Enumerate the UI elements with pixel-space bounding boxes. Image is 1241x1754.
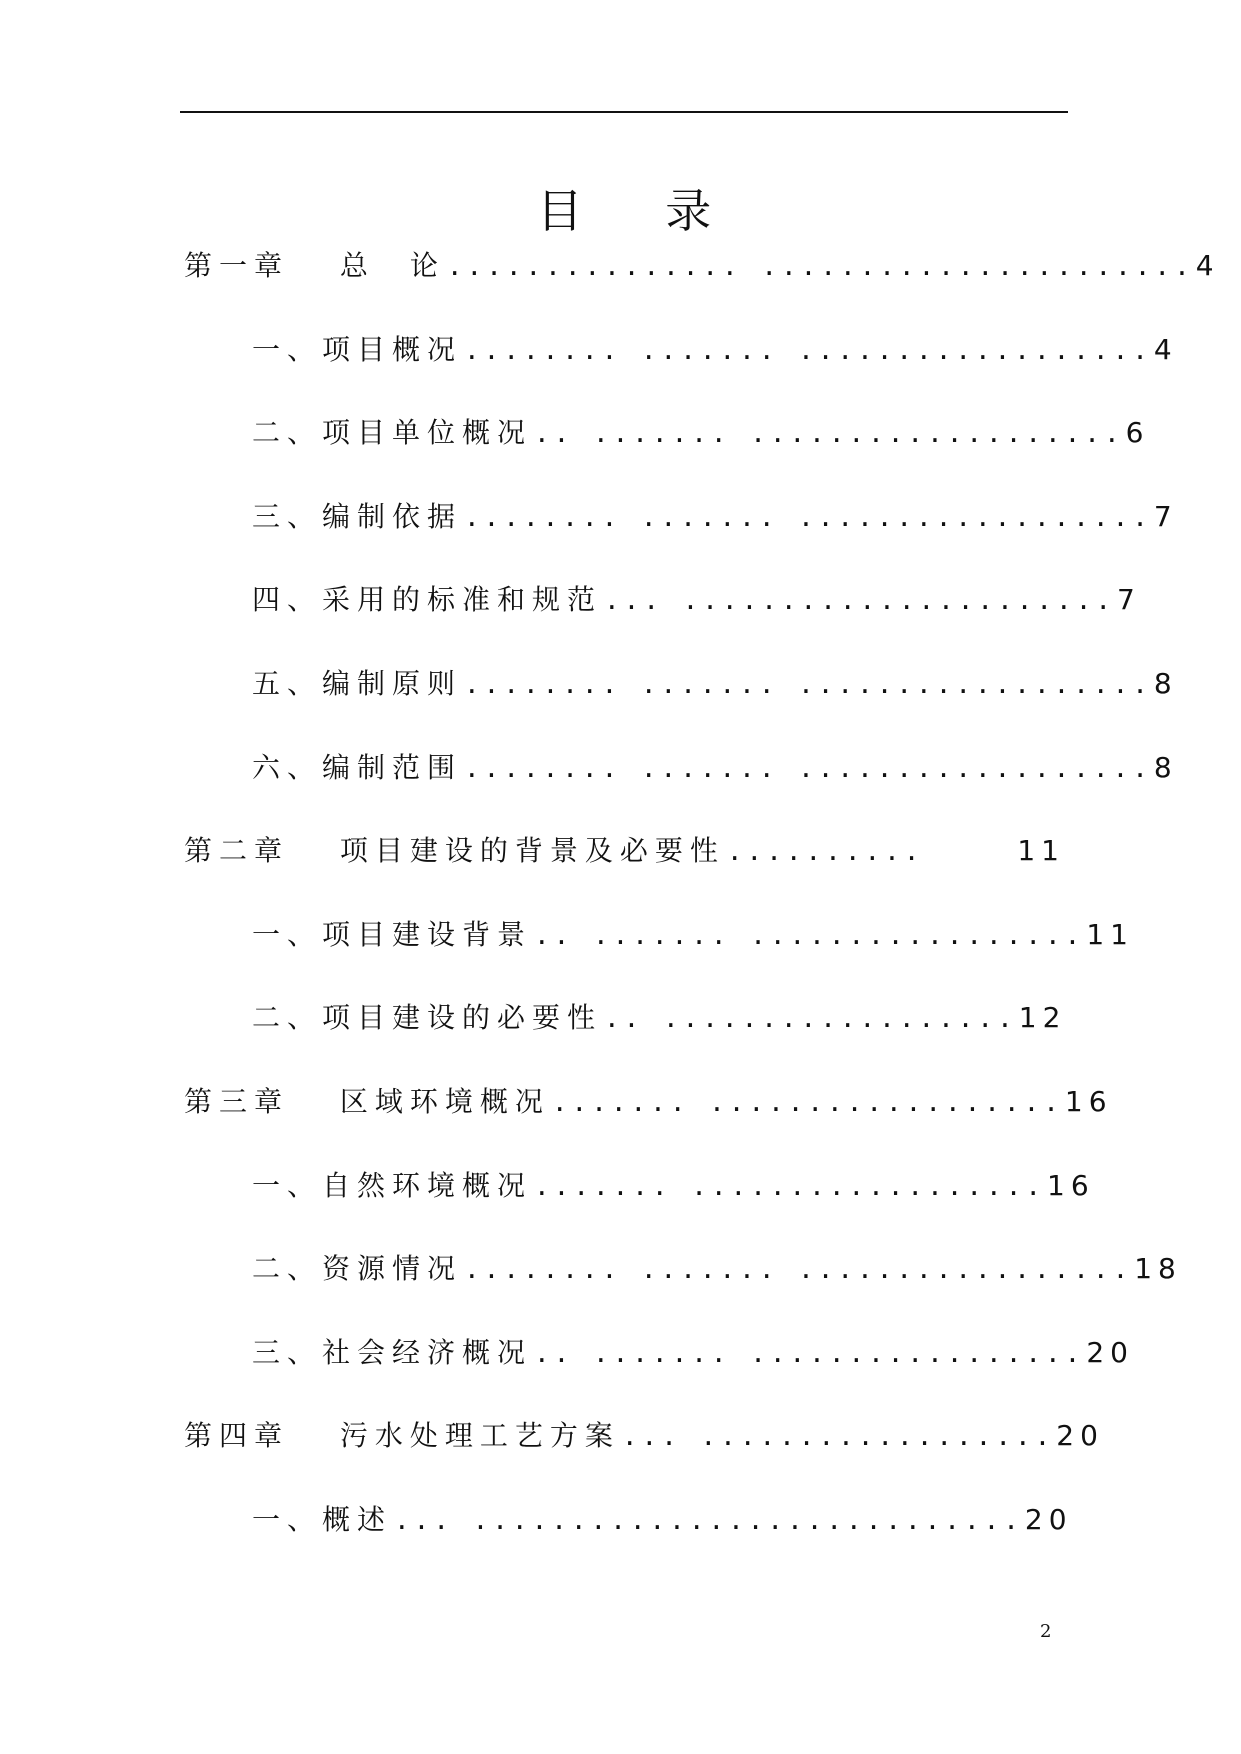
toc-entry-title: 一、项目建设背景 (252, 917, 533, 951)
toc-entry-page: 4 (1195, 249, 1220, 282)
toc-entry-page: 7 (1153, 499, 1178, 533)
toc-entry-chapter-3[interactable] (184, 1074, 1113, 1158)
toc-dot-leader: ....... .................. (551, 1087, 1063, 1118)
toc-dot-leader: ... .................. (621, 1422, 1055, 1453)
toc-dot-leader: ........ ....... .................. (464, 669, 1152, 700)
toc-entry-chapter-2[interactable] (184, 823, 1065, 907)
toc-entry-title: 三、社会经济概况 (252, 1335, 533, 1369)
toc-entry-page: 8 (1153, 750, 1178, 784)
toc-dot-leader: ........ ....... ................. (464, 1255, 1133, 1286)
toc-entry-title: 二、项目单位概况 (252, 416, 533, 450)
toc-entry-page: 20 (1056, 1419, 1104, 1453)
toc-entry-section[interactable] (184, 990, 1067, 1074)
toc-entry-page: 4 (1153, 332, 1178, 366)
toc-entry-chapter-4[interactable] (184, 1408, 1104, 1492)
toc-entry-title: 四、采用的标准和规范 (252, 583, 603, 617)
toc-entry-title: 第二章 项目建设的背景及必要性 (184, 834, 725, 868)
toc-entry-section[interactable] (184, 489, 1178, 573)
toc-entry-section[interactable] (184, 1325, 1134, 1409)
toc-entry-page: 16 (1064, 1084, 1113, 1118)
toc-entry-section[interactable] (184, 907, 1134, 991)
toc-entry-page: 11 (1017, 834, 1065, 868)
toc-entry-chapter-1[interactable] (184, 238, 1220, 322)
toc-entry-section[interactable] (184, 1241, 1182, 1325)
toc-entry-title: 五、编制原则 (252, 666, 463, 700)
toc-entry-section[interactable] (184, 740, 1178, 824)
page-number: 2 (1040, 1621, 1052, 1642)
header-rule (180, 111, 1068, 113)
toc-entry-section[interactable] (184, 405, 1150, 489)
toc-dot-leader: .. ....... ................. (534, 920, 1085, 951)
toc-entry-section[interactable] (184, 572, 1141, 656)
toc-entry-page: 16 (1047, 1168, 1095, 1202)
toc-dot-leader: .. ....... ................... (534, 419, 1124, 450)
toc-entry-title: 一、概述 (252, 1502, 393, 1536)
toc-dot-leader: ... ............................ (394, 1505, 1023, 1536)
toc-entry-title: 第三章 区域环境概况 (184, 1084, 550, 1118)
toc-dot-leader: .. .................. (604, 1004, 1017, 1035)
toc-dot-leader: .. ....... ................. (534, 1338, 1085, 1369)
toc-entry-title: 一、项目概况 (252, 332, 463, 366)
toc-entry-page: 12 (1018, 1001, 1067, 1035)
toc-dot-leader: ............... ...................... (446, 252, 1194, 282)
toc-entry-title: 第一章 总 论 (184, 249, 445, 282)
toc-entry-page: 18 (1134, 1252, 1182, 1286)
toc-entry-section[interactable] (184, 1158, 1095, 1242)
toc-entry-section[interactable] (184, 1492, 1073, 1576)
toc-dot-leader: ....... .................. (534, 1171, 1046, 1202)
toc-entry-title: 二、项目建设的必要性 (252, 1001, 603, 1035)
toc-dot-leader: ........ ....... .................. (464, 753, 1152, 784)
toc-entry-page: 20 (1024, 1502, 1073, 1536)
toc-entry-title: 一、自然环境概况 (252, 1168, 533, 1202)
toc-entry-page: 11 (1086, 917, 1134, 951)
toc-entry-page: 20 (1086, 1335, 1134, 1369)
toc-entry-title: 二、资源情况 (252, 1252, 463, 1286)
toc-entry-title: 第四章 污水处理工艺方案 (184, 1419, 620, 1453)
toc-entry-title: 三、编制依据 (252, 499, 463, 533)
toc-dot-leader: .......... (726, 837, 924, 868)
toc-entry-section[interactable] (184, 656, 1178, 740)
toc-entry-page: 7 (1117, 583, 1141, 617)
page-title: 目 录 (536, 183, 746, 238)
toc-entry-page: 6 (1125, 416, 1150, 450)
table-of-contents (184, 238, 1220, 1576)
toc-dot-leader: ........ ....... .................. (464, 335, 1152, 366)
toc-dot-leader: ... ...................... (604, 586, 1116, 617)
toc-dot-leader: ........ ....... .................. (464, 502, 1152, 533)
toc-entry-section[interactable] (184, 322, 1178, 406)
toc-entry-title: 六、编制范围 (252, 750, 463, 784)
toc-entry-page: 8 (1153, 666, 1178, 700)
